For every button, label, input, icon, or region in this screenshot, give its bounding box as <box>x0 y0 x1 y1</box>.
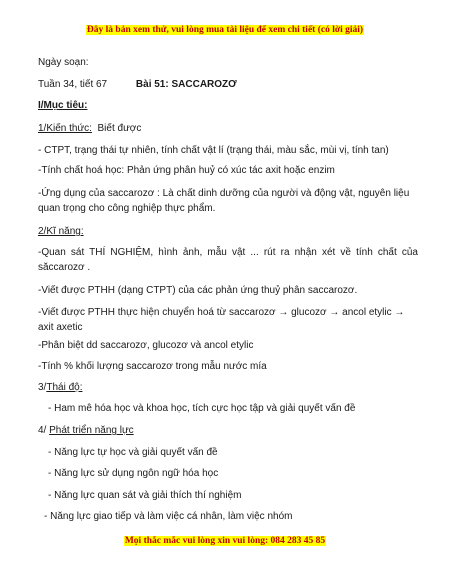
knowledge-heading-row <box>38 122 418 136</box>
skill-item-4: -Phân biệt dd saccarozơ, glucozơ và ancol etylic <box>38 340 254 351</box>
knowledge-heading: 1/Kiến thức: <box>38 123 92 134</box>
competence-item-2: - Năng lực sử dụng ngôn ngữ hóa học <box>48 468 219 479</box>
attitude-item: - Ham mê hóa học và khoa học, tích cực học tập và giải quyết vấn đề <box>48 403 356 414</box>
competence-item-1: - Năng lực tự học và giải quyết vấn đề <box>48 447 218 458</box>
week-period: Tuần 34, tiết 67 <box>38 79 108 90</box>
skill-item-3: -Viết được PTHH thực hiện chuyển hoá từ saccarozơ → glucozơ → ancol etylic → axit axetic <box>38 307 405 333</box>
competence-heading-prefix: 4/ <box>38 425 50 436</box>
preview-notice-banner <box>0 25 450 35</box>
contact-banner <box>0 536 450 546</box>
contact-text: Mọi thắc mắc vui lòng xin vui lòng: 084 283 45 85 <box>124 536 326 546</box>
preview-notice-text: Đây là bản xem thử, vui lòng mua tài liệu để xem chi tiết (có lời giải) <box>86 25 364 35</box>
knowledge-item-2: -Tính chất hoá học: Phản ứng phân huỷ có xúc tác axit hoặc enzim <box>38 165 335 176</box>
skills-heading: 2/Kĩ năng: <box>38 226 84 237</box>
knowledge-intro: Biết được <box>97 123 142 134</box>
lesson-header <box>38 78 418 92</box>
attitude-heading-row <box>38 381 418 395</box>
competence-heading: Phát triển năng lực <box>49 425 134 436</box>
competence-heading-row <box>38 424 418 438</box>
lesson-title: Bài 51: SACCAROZƠ <box>135 79 237 90</box>
skill-item-2: -Viết được PTHH (dạng CTPT) của các phản ứng thuỷ phân saccarozơ. <box>38 285 358 296</box>
date-label: Ngày soạn: <box>38 57 89 68</box>
knowledge-item-3: -Ứng dụng của saccarozơ : Là chất dinh dưỡng của người và động vật, nguyên liệu quan trọng cho công nghiệp thực phẩm. <box>38 188 410 214</box>
skill-item-1: -Quan sát THÍ NGHIỆM, hình ảnh, mẫu vật ... rút ra nhận xét về tính chất của săccarozơ . <box>38 247 418 273</box>
attitude-heading: Thái độ: <box>46 382 83 393</box>
competence-item-3: - Năng lực quan sát và giải thích thí nghiệm <box>48 490 242 501</box>
competence-item-4: - Năng lực giao tiếp và làm việc cá nhân, làm việc nhóm <box>44 511 293 522</box>
knowledge-item-1: - CTPT, trạng thái tự nhiên, tính chất vật lí (trạng thái, màu sắc, mùi vị, tính tan) <box>38 145 389 156</box>
skill-item-5: -Tính % khối lượng saccarozơ trong mẫu nước mía <box>38 361 267 372</box>
attitude-heading-prefix: 3/ <box>38 382 47 393</box>
objectives-heading: I/Mục tiêu: <box>38 100 88 111</box>
